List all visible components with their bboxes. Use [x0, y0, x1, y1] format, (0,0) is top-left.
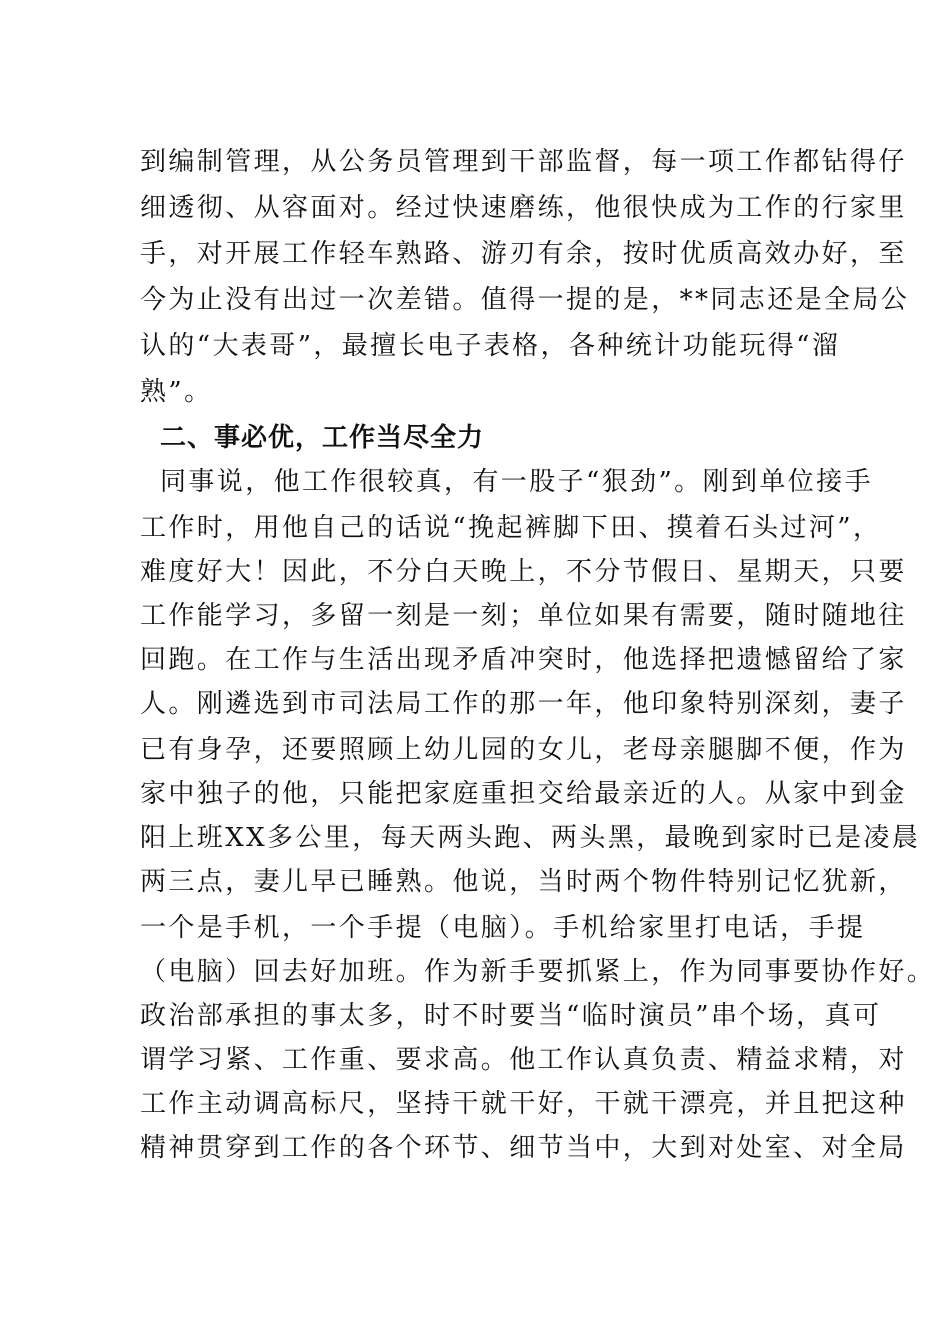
text-line: 家中独子的他，只能把家庭重担交给最亲近的人。从家中到金: [140, 779, 907, 809]
text-line: 熟”。: [140, 377, 213, 407]
text-line: 阳上班XX多公里，每天两头跑、两头黑，最晚到家时已是凌晨: [140, 823, 921, 853]
text-line: 同事说，他工作很较真，有一股子“狠劲”。刚到单位接手: [160, 467, 873, 497]
text-line: 工作能学习，多留一刻是一刻；单位如果有需要，随时随地往: [140, 601, 907, 631]
text-line: 一个是手机，一个手提（电脑）。手机给家里打电话，手提: [140, 913, 866, 943]
text-line: 细透彻、从容面对。经过快速磨练，他很快成为工作的行家里: [140, 193, 907, 223]
text-line: 政治部承担的事太多，时不时要当“临时演员”串个场，真可: [140, 1001, 882, 1031]
text-line: 难度好大！因此，不分白天晚上，不分节假日、星期天，只要: [140, 557, 907, 587]
text-line: 精神贯穿到工作的各个环节、细节当中，大到对处室、对全局: [140, 1133, 907, 1163]
text-line: 今为止没有出过一次差错。值得一提的是，**同志还是全局公: [140, 285, 910, 315]
text-line: （电脑）回去好加班。作为新手要抓紧上，作为同事要协作好。: [140, 957, 936, 987]
text-line: 工作主动调高标尺，坚持干就干好，干就干漂亮，并且把这种: [140, 1089, 907, 1119]
text-line: 手，对开展工作轻车熟路、游刃有余，按时优质高效办好，至: [140, 239, 907, 269]
text-line: 回跑。在工作与生活出现矛盾冲突时，他选择把遗憾留给了家: [140, 645, 907, 675]
text-line: 已有身孕，还要照顾上幼儿园的女儿，老母亲腿脚不便，作为: [140, 735, 907, 765]
text-line: 谓学习紧、工作重、要求高。他工作认真负责、精益求精，对: [140, 1045, 907, 1075]
text-line: 到编制管理，从公务员管理到干部监督，每一项工作都钻得仔: [140, 147, 907, 177]
text-line: 认的“大表哥”，最擅长电子表格，各种统计功能玩得“溜: [140, 331, 841, 361]
text-line: 人。刚遴选到市司法局工作的那一年，他印象特别深刻，妻子: [140, 689, 907, 719]
section-heading: 二、事必优，工作当尽全力: [160, 423, 485, 453]
text-line: 两三点，妻儿早已睡熟。他说，当时两个物件特别记忆犹新，: [140, 867, 907, 897]
text-line: 工作时，用他自己的话说“挽起裤脚下田、摸着石头过河”，: [140, 513, 882, 543]
